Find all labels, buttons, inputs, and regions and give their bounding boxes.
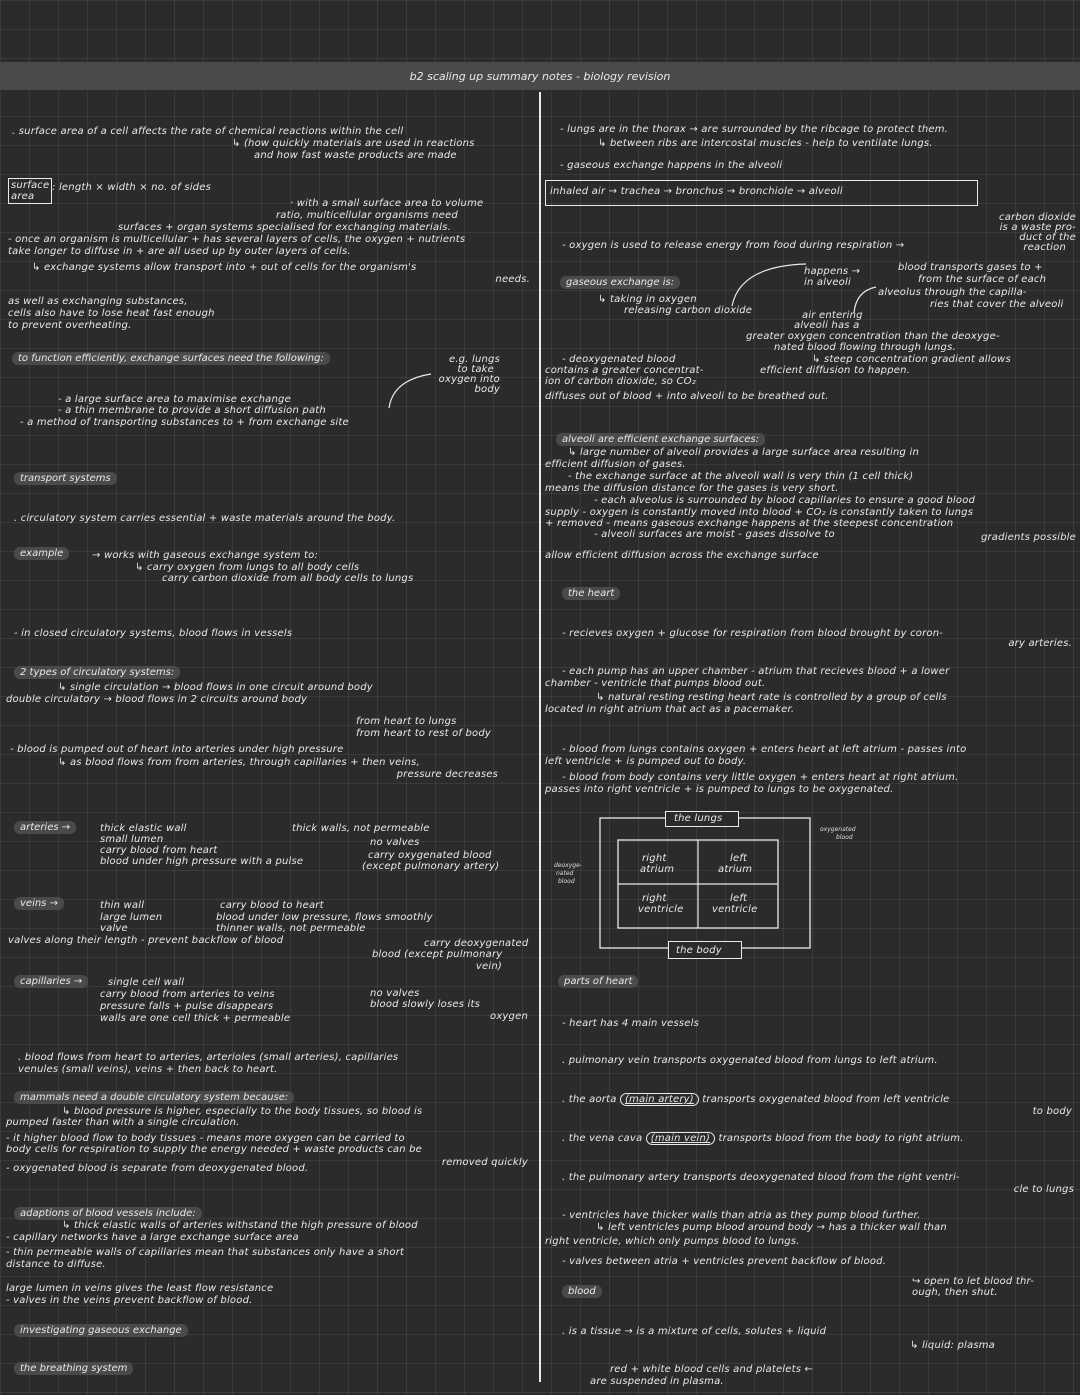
artery-fact: no valves [370, 837, 420, 848]
heat-line: as well as exchanging substances, [8, 296, 188, 307]
artery-fact: (except pulmonary artery) [362, 861, 500, 872]
ventricle-line: ↳ left ventricles pump blood around body → has a thicker wall than [596, 1222, 947, 1233]
page-title: b2 scaling up summary notes - biology revision [409, 70, 671, 83]
artery-fact: small lumen [100, 834, 164, 845]
multicellular-line: ratio, multicellular organisms need [276, 210, 458, 221]
vessel-aorta: to body [1032, 1106, 1072, 1117]
deoxygenated-line: diffuses out of blood + into alveoli to be breathed out. [545, 391, 829, 402]
function-heading: to function efficiently, exchange surfaces need the following: [12, 352, 330, 365]
happens-note: happens → [804, 266, 861, 277]
single-circulation: ↳ single circulation → blood flows in one circuit around body [58, 682, 373, 693]
artery-fact: thick elastic wall [100, 823, 187, 834]
deoxygenated-line: - deoxygenated blood [562, 354, 676, 365]
surface-area-line: ↳ (how quickly materials are used in reactions [232, 138, 475, 149]
heart-line: passes into right ventricle + is pumped to lungs to be oxygenated. [545, 784, 894, 795]
mammals-line: pumped faster than with a single circulation. [6, 1117, 240, 1128]
capillary-fact: no valves [370, 988, 420, 999]
deoxygenated-blood-note: blood [558, 878, 575, 885]
ventricle-line: ↪ open to let blood thr- [912, 1276, 1035, 1287]
co2-note: is a waste pro- [999, 222, 1076, 233]
alveoli-line: - each alveolus is surrounded by blood capillaries to ensure a good blood [594, 495, 976, 506]
alveoli-line: efficient diffusion of gases. [545, 459, 686, 470]
artery-fact: blood under high pressure with a pulse [100, 856, 304, 867]
lungs-line: - gaseous exchange happens in the alveoli [560, 160, 783, 171]
multicellular-line: ↳ exchange systems allow transport into + out of cells for the organism's [32, 262, 417, 273]
vena-cava-note: (main vein) [646, 1132, 715, 1145]
body-box-label: the body [676, 945, 722, 956]
pressure-line: pressure decreases [396, 769, 498, 780]
heart-line: chamber - ventricle that pumps blood out. [545, 678, 766, 689]
alveoli-line: - the exchange surface at the alveoli wall is very thin (1 cell thick) [568, 471, 914, 482]
capillary-fact: pressure falls + pulse disappears [100, 1001, 274, 1012]
vessel-pulmonary-artery: cle to lungs [1013, 1184, 1074, 1195]
happens-note: in alveoli [804, 277, 851, 288]
heart-line: ary arteries. [1008, 638, 1072, 649]
right-ventricle: ventricle [638, 904, 684, 915]
adaption-line: distance to diffuse. [6, 1259, 106, 1270]
example-note: oxygen into [438, 374, 500, 385]
right-atrium: right [642, 853, 667, 864]
ventricle-line: - valves between atria + ventricles prevent backflow of blood. [562, 1256, 887, 1267]
alveoli-line: supply - oxygen is constantly moved into blood + CO₂ is constantly taken to lungs [545, 507, 974, 518]
multicellular-line: - once an organism is multicellular + has several layers of cells, the oxygen + nutrients [8, 234, 466, 245]
vessel-vena-cava: . the vena cava (main vein) transports blood from the body to right atrium. [562, 1133, 964, 1144]
heat-line: cells also have to lose heat fast enough [8, 308, 215, 319]
vein-fact: carry blood to heart [220, 900, 324, 911]
vein-fact: valve [100, 923, 128, 934]
deoxygenated-blood-note: deoxyge- [554, 862, 582, 869]
capillary-fact: oxygen [490, 1011, 528, 1022]
deoxygenated-line: contains a greater concentrat- [545, 365, 704, 376]
blood-transport-note: alveolus through the capilla- [878, 287, 1027, 298]
example-label: example [14, 547, 69, 560]
function-item: - a thin membrane to provide a short diffusion path [58, 405, 326, 416]
vessels-line: - heart has 4 main vessels [562, 1018, 700, 1029]
co2-note: duct of the [1019, 232, 1076, 243]
left-ventricle: left [730, 893, 748, 904]
vein-fact: thinner walls, not permeable [216, 923, 366, 934]
pressure-line: - blood is pumped out of heart into arteries under high pressure [10, 744, 344, 755]
ventricle-line: right ventricle, which only pumps blood to lungs. [545, 1236, 800, 1247]
parts-heading: parts of heart [558, 975, 638, 988]
double-circulation: double circulatory → blood flows in 2 circuits around body [6, 694, 308, 705]
vein-fact: valves along their length - prevent backflow of blood [8, 935, 284, 946]
blood-flow-line: . blood flows from heart to arteries, arterioles (small arteries), capillaries [18, 1052, 399, 1063]
gaseous-exchange-heading: gaseous exchange is: [560, 276, 680, 289]
heart-line: left ventricle + is pumped out to body. [545, 756, 747, 767]
blood-heading: blood [562, 1285, 602, 1298]
mammals-line: ↳ blood pressure is higher, especially to the body tissues, so blood is [62, 1106, 423, 1117]
heart-line: - recieves oxygen + glucose for respiration from blood brought by coron- [562, 628, 944, 639]
ventricle-line: - ventricles have thicker walls than atria as they pump blood further. [562, 1210, 921, 1221]
vein-fact: blood (except pulmonary [372, 949, 503, 960]
double-note: from heart to rest of body [356, 728, 492, 739]
adaption-line: ↳ thick elastic walls of arteries withstand the high pressure of blood [62, 1220, 418, 1231]
alveoli-line: ↳ large number of alveoli provides a large surface area resulting in [568, 447, 919, 458]
multicellular-line: needs. [495, 274, 530, 285]
alveoli-heading: alveoli are efficient exchange surfaces: [556, 433, 765, 446]
vein-fact: carry deoxygenated [424, 938, 529, 949]
vessel-aorta-name: . the aorta [562, 1094, 617, 1105]
lungs-line: - lungs are in the thorax → are surrounded by the ribcage to protect them. [560, 124, 949, 135]
adaptions-heading: adaptions of blood vessels include: [14, 1207, 202, 1220]
blood-transport-note: blood transports gases to + [898, 262, 1043, 273]
example-line: carry carbon dioxide from all body cells to lungs [162, 573, 414, 584]
blood-line: . is a tissue → is a mixture of cells, solutes + liquid [562, 1326, 827, 1337]
blood-flow-line: venules (small veins), veins + then back to heart. [18, 1064, 278, 1075]
mammals-line: removed quickly [441, 1157, 528, 1168]
double-note: from heart to lungs [356, 716, 457, 727]
mammals-line: - oxygenated blood is separate from deoxygenated blood. [6, 1163, 309, 1174]
breathing-heading: the breathing system [14, 1362, 133, 1375]
example-note: to take [457, 364, 494, 375]
capillary-fact: single cell wall [108, 977, 185, 988]
blood-transport-note: ries that cover the alveoli [930, 299, 1064, 310]
alveoli-line: gradients possible [980, 532, 1076, 543]
vessel-pulmonary-artery: . the pulmonary artery transports deoxygenated blood from the right ventri- [562, 1172, 960, 1183]
oxygenated-blood-note: oxygenated [820, 826, 856, 833]
adaption-line: - capillary networks have a large exchange surface area [6, 1232, 299, 1243]
blood-line: red + white blood cells and platelets ← [610, 1364, 814, 1375]
alveoli-air-line: ↳ steep concentration gradient allows [812, 354, 1011, 365]
oxygenated-blood-note: blood [836, 834, 853, 841]
function-item: - a large surface area to maximise exchange [58, 394, 291, 405]
multicellular-line: surfaces + organ systems specialised for exchanging materials. [118, 222, 452, 233]
alveoli-line: means the diffusion distance for the gases is very short. [545, 483, 839, 494]
heart-line: - blood from lungs contains oxygen + enters heart at left atrium - passes into [562, 744, 967, 755]
vein-fact: large lumen [100, 912, 163, 923]
right-ventricle: right [642, 893, 667, 904]
heat-line: to prevent overheating. [8, 320, 132, 331]
pressure-line: ↳ as blood flows from from arteries, through capillaries + then veins, [58, 757, 420, 768]
multicellular-line: take longer to diffuse in + are all used up by outer layers of cells. [8, 246, 351, 257]
capillary-fact: carry blood from arteries to veins [100, 989, 275, 1000]
left-atrium: left [730, 853, 748, 864]
heart-heading: the heart [562, 587, 620, 600]
heart-line: - blood from body contains very little oxygen + enters heart at right atrium. [562, 772, 959, 783]
surface-area-line: and how fast waste products are made [254, 150, 457, 161]
mammals-line: - it higher blood flow to body tissues - means more oxygen can be carried to [6, 1133, 405, 1144]
mammals-heading: mammals need a double circulatory system because: [14, 1091, 294, 1104]
investigating-heading: investigating gaseous exchange [14, 1324, 188, 1337]
formula-text: : length × width × no. of sides [52, 182, 211, 193]
right-atrium: atrium [640, 864, 675, 875]
vein-fact: thin wall [100, 900, 145, 911]
alveoli-air-line: efficient diffusion to happen. [760, 365, 911, 376]
alveoli-air-line: air entering [802, 310, 863, 321]
respiration-line: - oxygen is used to release energy from food during respiration → [562, 240, 905, 251]
formula-label: surface area [11, 180, 50, 202]
alveoli-line: + removed - means gaseous exchange happens at the steepest concentration [545, 518, 954, 529]
circulatory-line: . circulatory system carries essential + waste materials around the body. [14, 513, 396, 524]
example-line: → works with gaseous exchange system to: [92, 550, 319, 561]
blood-transport-note: from the surface of each [918, 274, 1047, 285]
left-atrium: atrium [718, 864, 753, 875]
alveoli-line: allow efficient diffusion across the exchange surface [545, 550, 819, 561]
airway-pathway: inhaled air → trachea → bronchus → bronchiole → alveoli [550, 186, 843, 197]
curved-arrow [385, 370, 445, 410]
alveoli-air-line: greater oxygen concentration than the deoxyge- [746, 331, 1000, 342]
column-divider [539, 92, 541, 1382]
deoxygenated-blood-note: nated [556, 870, 574, 877]
example-note: e.g. lungs [448, 354, 500, 365]
vein-fact: blood under low pressure, flows smoothly [216, 912, 433, 923]
ventricle-line: ough, then shut. [912, 1287, 998, 1298]
adaption-line: - valves in the veins prevent backflow of blood. [6, 1295, 253, 1306]
artery-fact: carry oxygenated blood [368, 850, 492, 861]
blood-line: ↳ liquid: plasma [910, 1340, 996, 1351]
mammals-line: body cells for respiration to supply the energy needed + waste products can be [6, 1144, 423, 1155]
gaseous-exchange-line: ↳ taking in oxygen [598, 294, 697, 305]
vein-fact: vein) [475, 961, 502, 972]
left-ventricle: ventricle [712, 904, 758, 915]
vessel-aorta: . the aorta (main artery) transports oxygenated blood from left ventricle [562, 1094, 950, 1105]
closed-systems-line: - in closed circulatory systems, blood flows in vessels [14, 628, 293, 639]
artery-fact: carry blood from heart [100, 845, 218, 856]
adaption-line: - thin permeable walls of capillaries mean that substances only have a short [6, 1247, 405, 1258]
surface-area-line: . surface area of a cell affects the rate of chemical reactions within the cell [12, 126, 404, 137]
adaption-line: large lumen in veins gives the least flow resistance [6, 1283, 274, 1294]
artery-fact: thick walls, not permeable [292, 823, 430, 834]
lungs-line: ↳ between ribs are intercostal muscles - help to ventilate lungs. [598, 138, 933, 149]
example-note: body [474, 384, 500, 395]
co2-note: carbon dioxide [999, 212, 1076, 223]
curved-arrow [730, 260, 810, 310]
heart-line: located in right atrium that act as a pacemaker. [545, 704, 795, 715]
types-heading: 2 types of circulatory systems: [14, 666, 180, 679]
example-line: ↳ carry oxygen from lungs to all body cells [135, 562, 360, 573]
capillary-fact: walls are one cell thick + permeable [100, 1013, 291, 1024]
deoxygenated-line: ion of carbon dioxide, so CO₂ [545, 376, 696, 387]
vessel-pulmonary-vein: . pulmonary vein transports oxygenated blood from lungs to left atrium. [562, 1055, 938, 1066]
alveoli-line: - alveoli surfaces are moist - gases dissolve to [594, 529, 835, 540]
arteries-label: arteries → [14, 821, 76, 834]
alveoli-air-line: alveoli has a [794, 320, 860, 331]
co2-note: reaction [1023, 242, 1066, 253]
blood-line: are suspended in plasma. [590, 1376, 724, 1387]
transport-heading: transport systems [14, 472, 117, 485]
lungs-box-label: the lungs [674, 813, 723, 824]
function-item: - a method of transporting substances to + from exchange site [20, 417, 349, 428]
heart-line: - each pump has an upper chamber - atrium that recieves blood + a lower [562, 666, 950, 677]
veins-label: veins → [14, 897, 64, 910]
alveoli-air-line: nated blood flowing through lungs. [774, 342, 956, 353]
capillary-fact: blood slowly loses its [370, 999, 481, 1010]
aorta-note: (main artery) [620, 1093, 699, 1106]
capillaries-label: capillaries → [14, 975, 88, 988]
multicellular-line: · with a small surface area to volume [290, 198, 484, 209]
heart-line: ↳ natural resting resting heart rate is controlled by a group of cells [596, 692, 947, 703]
gaseous-exchange-line: releasing carbon dioxide [624, 305, 753, 316]
